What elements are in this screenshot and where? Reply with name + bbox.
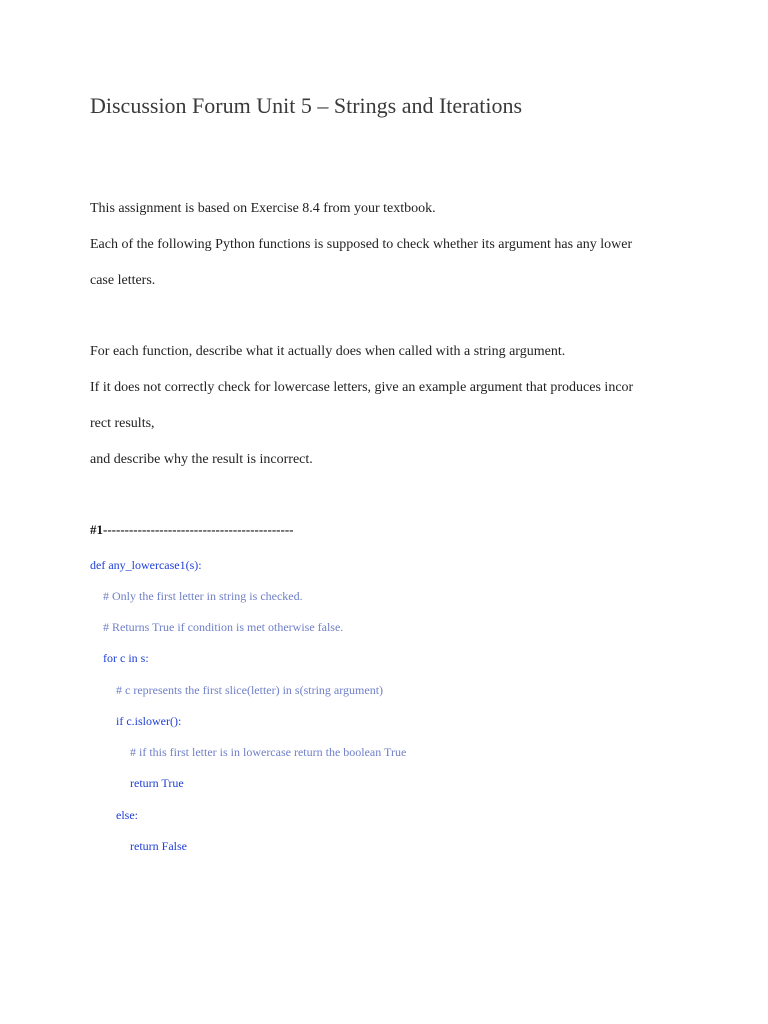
paragraph-instruction-2: If it does not correctly check for lowercase letters, give an example argument that produces incor [90, 380, 634, 395]
code-line-else: else: [116, 808, 138, 822]
code-line-return-false: return False [130, 839, 187, 853]
code-line-return-true: return True [130, 776, 184, 790]
paragraph-intro: This assignment is based on Exercise 8.4 from your textbook. [90, 201, 436, 216]
paragraph-description-line2: case letters. [90, 273, 156, 288]
code-line-def: def any_lowercase1(s): [90, 558, 202, 572]
paragraph-instruction-3: and describe why the result is incorrect. [90, 452, 313, 467]
code-comment: # Only the first letter in string is checked. [103, 589, 303, 603]
section-marker: #1-------------------------------------------- [90, 522, 294, 537]
code-comment: # Returns True if condition is met otherwise false. [103, 620, 344, 634]
paragraph-description-line1: Each of the following Python functions is supposed to check whether its argument has any lower [90, 237, 633, 252]
code-line-if: if c.islower(): [116, 714, 182, 728]
code-comment: # c represents the first slice(letter) in s(string argument) [116, 683, 384, 697]
paragraph-instruction-2-cont: rect results, [90, 416, 155, 431]
code-comment: # if this first letter is in lowercase return the boolean True [130, 745, 407, 759]
page-title: Discussion Forum Unit 5 – Strings and Iterations [90, 93, 523, 118]
paragraph-instruction-1: For each function, describe what it actually does when called with a string argument. [90, 344, 566, 359]
code-line-for: for c in s: [103, 651, 149, 665]
